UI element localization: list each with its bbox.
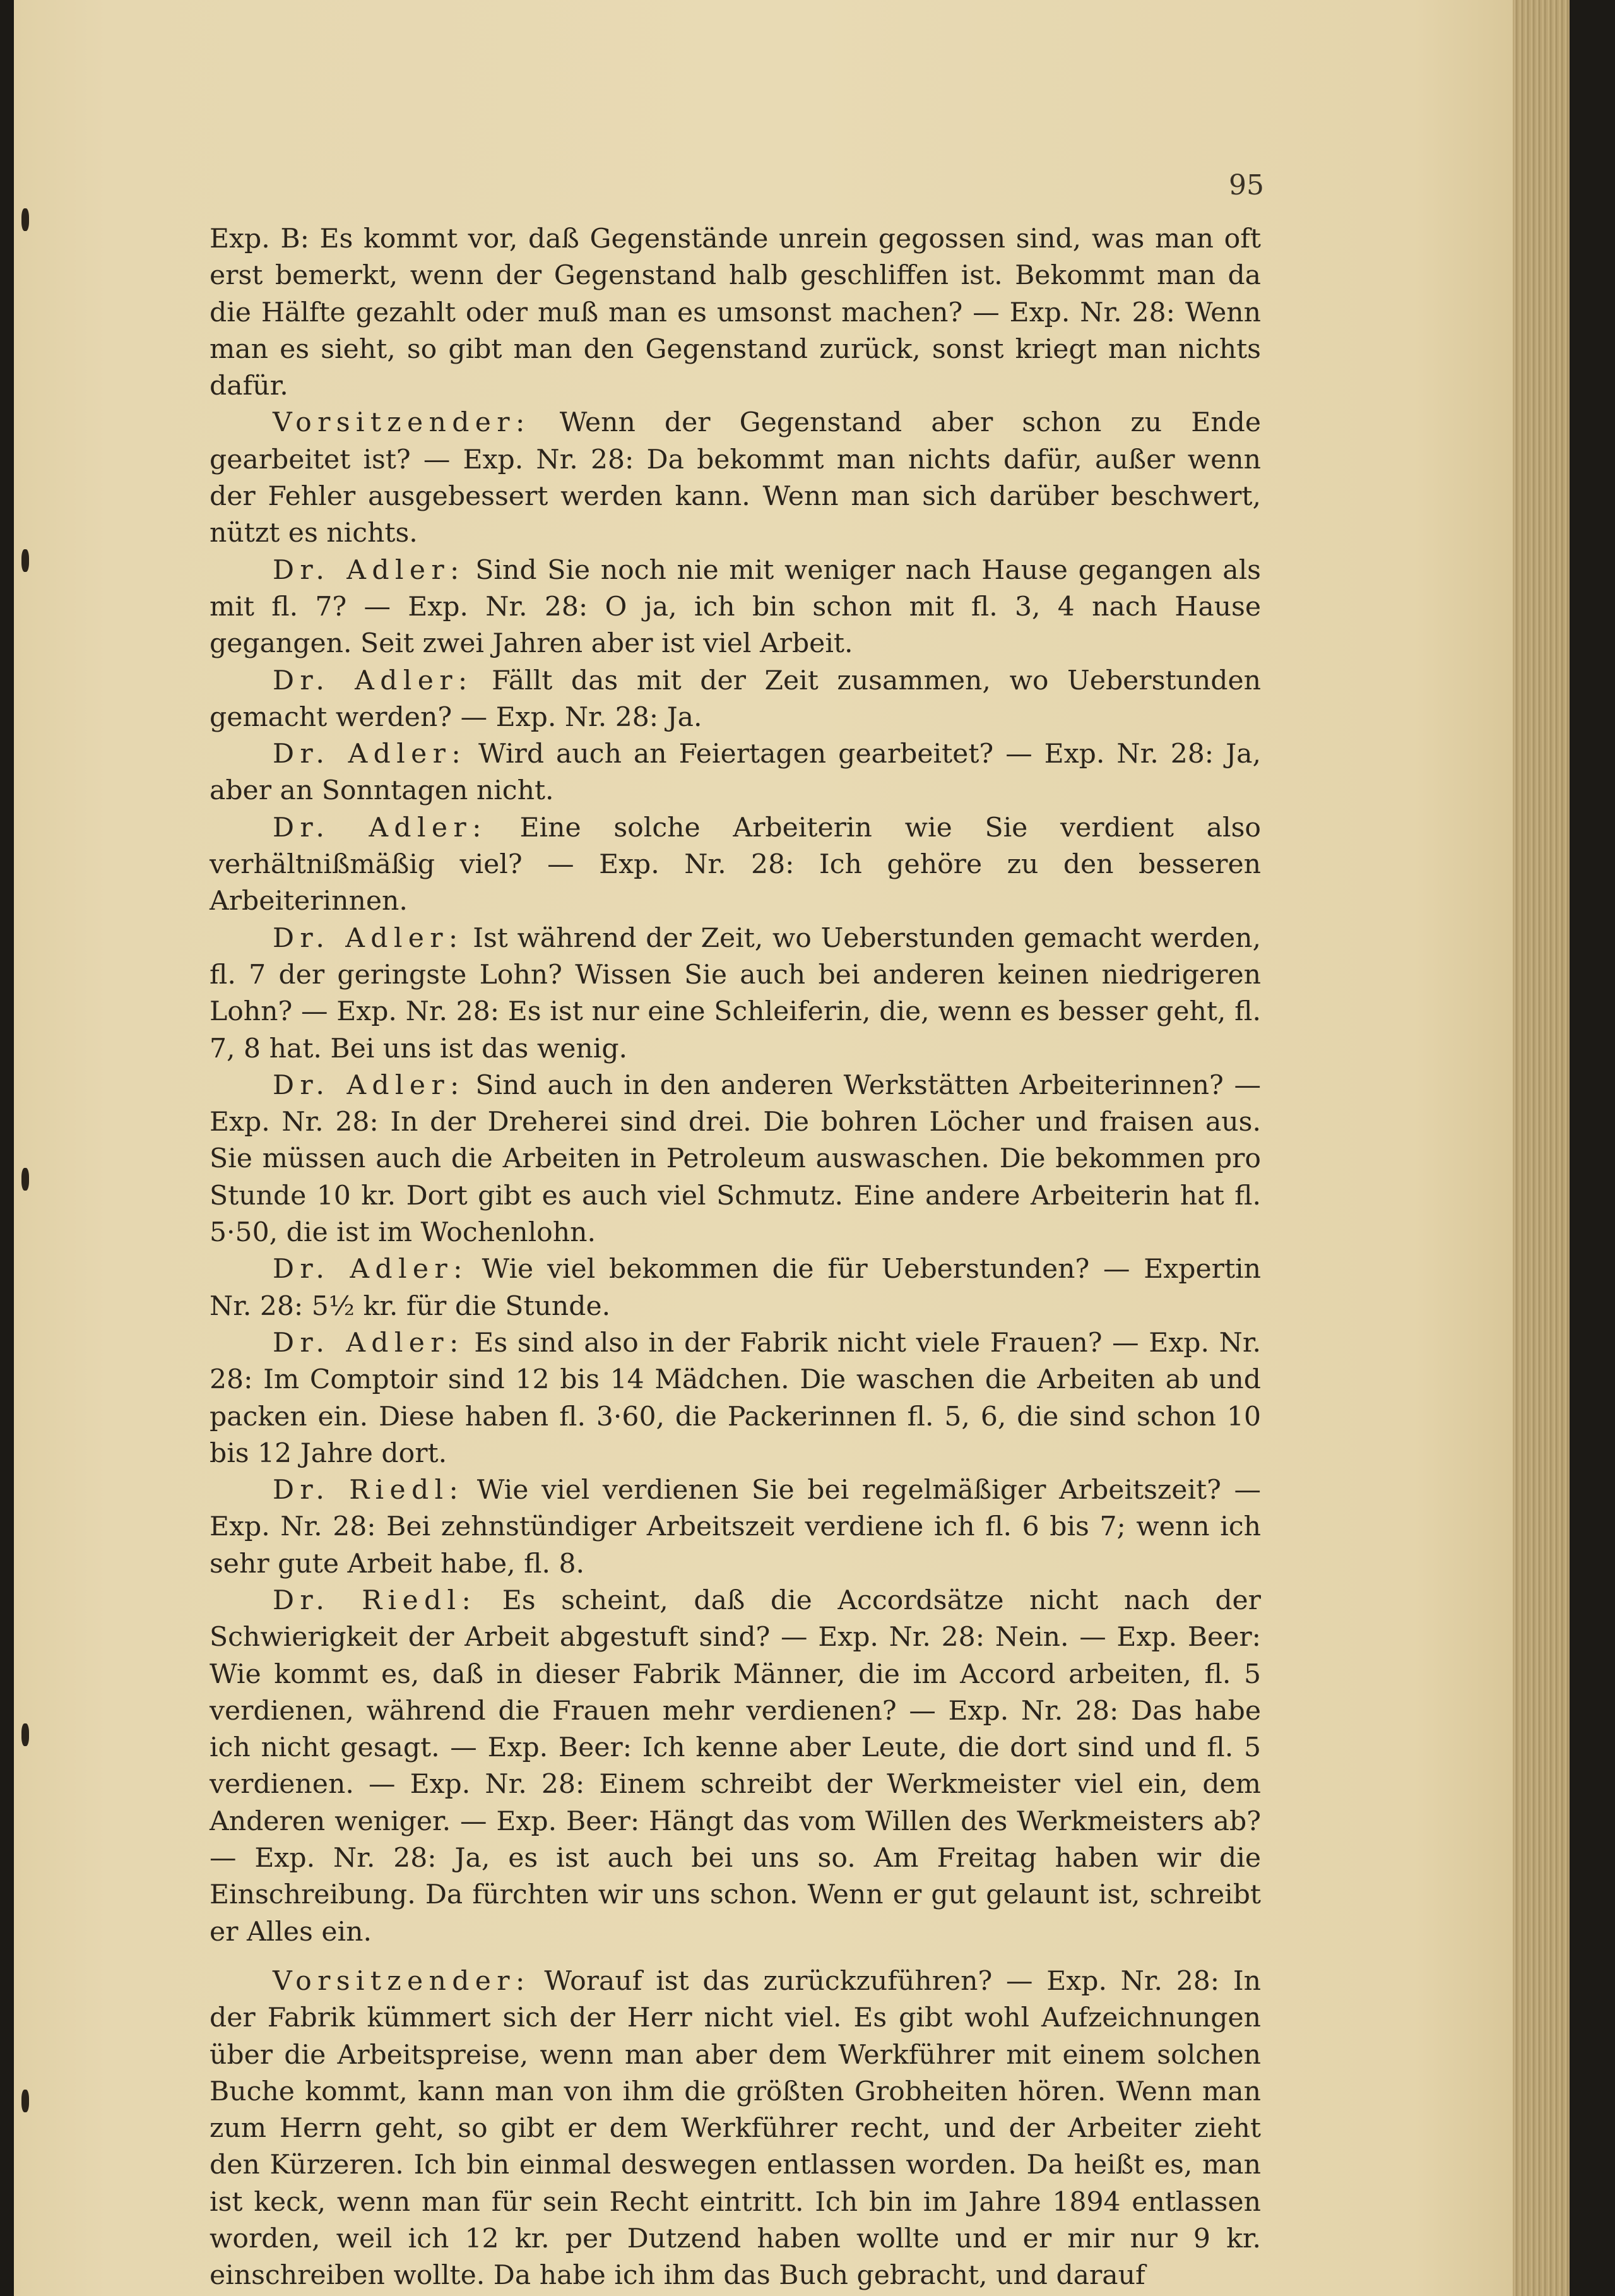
paragraph <box>210 920 1261 1068</box>
paragraph-text: Ist während der Zeit, wo Ueberstunden gemacht werden, fl. 7 der geringste Lohn? Wissen Sie auch bei anderen keinen niedrigeren Lohn? — Exp. Nr. 28: Es ist nur eine Schleiferin, die, wenn es besser geht, fl. 7, 8 hat. Bei uns ist das wenig. <box>210 922 1261 1064</box>
paragraph <box>210 1068 1261 1251</box>
paragraph <box>210 221 1261 405</box>
speaker: Dr. Adler: <box>273 812 487 843</box>
binding-mark <box>21 1168 29 1191</box>
paragraph <box>210 810 1261 920</box>
speaker: Dr. Adler: <box>273 922 464 954</box>
speaker: Dr. Adler: <box>273 665 473 696</box>
book-page <box>14 0 1570 2296</box>
speaker: Dr. Adler: <box>273 739 467 770</box>
paragraph <box>210 736 1261 810</box>
paragraph <box>210 1251 1261 1325</box>
speaker: Dr. Adler: <box>273 554 465 586</box>
paragraph-text: Exp. B: Es kommt vor, daß Gegenstände unrein gegossen sind, was man oft erst bemerkt, wenn der Gegenstand halb geschliffen ist. Bekommt man da die Hälfte gezahlt oder muß man es umsonst machen? — Exp. Nr. 28: Wenn man es sieht, so gibt man den Gegenstand zurück, sonst kriegt man nichts dafür. <box>210 223 1261 402</box>
speaker: Vorsitzender: <box>273 407 531 439</box>
paragraph-text: Wenn der Gegenstand aber schon zu Ende gearbeitet ist? — Exp. Nr. 28: Da bekommt man nichts dafür, außer wenn der Fehler ausgebessert werden kann. Wenn man sich darüber beschwert, nützt es nichts. <box>210 407 1261 549</box>
speaker: Dr. Adler: <box>273 1327 464 1359</box>
paragraph-text: Wird auch an Feiertagen gearbeitet? — Exp. Nr. 28: Ja, aber an Sonntagen nicht. <box>210 739 1261 807</box>
paragraph-text: Es sind also in der Fabrik nicht viele Frauen? — Exp. Nr. 28: Im Comptoir sind 12 bis 14 Mädchen. Die waschen die Arbeiten ab und packen ein. Diese haben fl. 3·60, die Packerinnen fl. 5, 6, die sind schon 10 bis 12 Jahre dort. <box>210 1327 1261 1469</box>
binding-mark <box>21 208 29 231</box>
speaker: Dr. Riedl: <box>273 1475 464 1506</box>
paragraph <box>210 1963 1261 2295</box>
paragraph-text: Eine solche Arbeiterin wie Sie verdient also verhältnißmäßig viel? — Exp. Nr. 28: Ich gehöre zu den besseren Arbeiterinnen. <box>210 812 1261 917</box>
page-edge <box>1513 0 1570 2296</box>
paragraph-text: Sind Sie noch nie mit weniger nach Hause gegangen als mit fl. 7? — Exp. Nr. 28: O ja, ich bin schon mit fl. 3, 4 nach Hause gegangen. Seit zwei Jahren aber ist viel Arbeit. <box>210 554 1261 660</box>
speaker: Dr. Adler: <box>273 1069 465 1101</box>
binding-mark <box>21 1723 29 1746</box>
paragraph-text: Wie viel verdienen Sie bei regelmäßiger Arbeitszeit? — Exp. Nr. 28: Bei zehnstündiger Arbeitszeit verdiene ich fl. 6 bis 7; wenn ich sehr gute Arbeit habe, fl. 8. <box>210 1475 1261 1579</box>
paragraph <box>210 552 1261 663</box>
binding-mark <box>21 2090 29 2112</box>
paragraph <box>210 663 1261 737</box>
paragraph <box>210 1472 1261 1583</box>
paragraph-text: Fällt das mit der Zeit zusammen, wo Ueberstunden gemacht werden? — Exp. Nr. 28: Ja. <box>210 665 1261 733</box>
paragraph-text: Wie viel bekommen die für Ueberstunden? — Expertin Nr. 28: 5½ kr. für die Stunde. <box>210 1254 1261 1322</box>
paragraph-text: Sind auch in den anderen Werkstätten Arbeiterinnen? — Exp. Nr. 28: In der Dreherei sind drei. Die bohren Löcher und fraisen aus. Sie müssen auch die Arbeiten in Petroleum auswaschen. Die bekommen pro Stunde 10 kr. Dort gibt es auch viel Schmutz. Eine andere Arbeiterin hat fl. 5·50, die ist im Wochenlohn. <box>210 1069 1261 1249</box>
paragraph <box>210 1325 1261 1472</box>
paragraph-text: Worauf ist das zurückzuführen? — Exp. Nr. 28: In der Fabrik kümmert sich der Herr nicht viel. Es gibt wohl Aufzeichnungen über die Arbeitspreise, wenn man aber dem Werkführer mit einem solchen Buche kommt, kann man von ihm die größten Grobheiten hören. Wenn man zum Herrn geht, so gibt er dem Werkführer recht, und der Arbeiter zieht den Kürzeren. Ich bin einmal deswegen entlassen worden. Da heißt es, man ist keck, wenn man für sein Recht eintritt. Ich bin im Jahre 1894 entlassen worden, weil ich 12 kr. per Dutzend haben wollte und er mir nur 9 kr. einschreiben wollte. Da habe ich ihm das Buch gebracht, und darauf <box>210 1965 1261 2292</box>
paragraph <box>210 405 1261 552</box>
page-number: 95 <box>1229 169 1264 201</box>
binding-mark <box>21 549 29 572</box>
paragraph <box>210 1583 1261 1951</box>
paragraph-text: Es scheint, daß die Accordsätze nicht nach der Schwierigkeit der Arbeit abgestuft sind? — Exp. Nr. 28: Nein. — Exp. Beer: Wie kommt es, daß in dieser Fabrik Männer, die im Accord arbeiten, fl. 5 verdienen, während die Frauen mehr verdienen? — Exp. Nr. 28: Das habe ich nicht gesagt. — Exp. Beer: Ich kenne aber Leute, die dort sind und fl. 5 verdienen. — Exp. Nr. 28: Einem schreibt der Werkmeister viel ein, dem Anderen weniger. — Exp. Beer: Hängt das vom Willen des Werkmeisters ab? — Exp. Nr. 28: Ja, es ist auch bei uns so. Am Freitag haben wir die Einschreibung. Da fürchten wir uns schon. Wenn er gut gelaunt ist, schreibt er Alles ein. <box>210 1585 1261 1948</box>
speaker: Dr. Adler: <box>273 1254 468 1285</box>
speaker: Vorsitzender: <box>273 1965 531 1997</box>
speaker: Dr. Riedl: <box>273 1585 477 1616</box>
body-text <box>210 221 1261 2295</box>
